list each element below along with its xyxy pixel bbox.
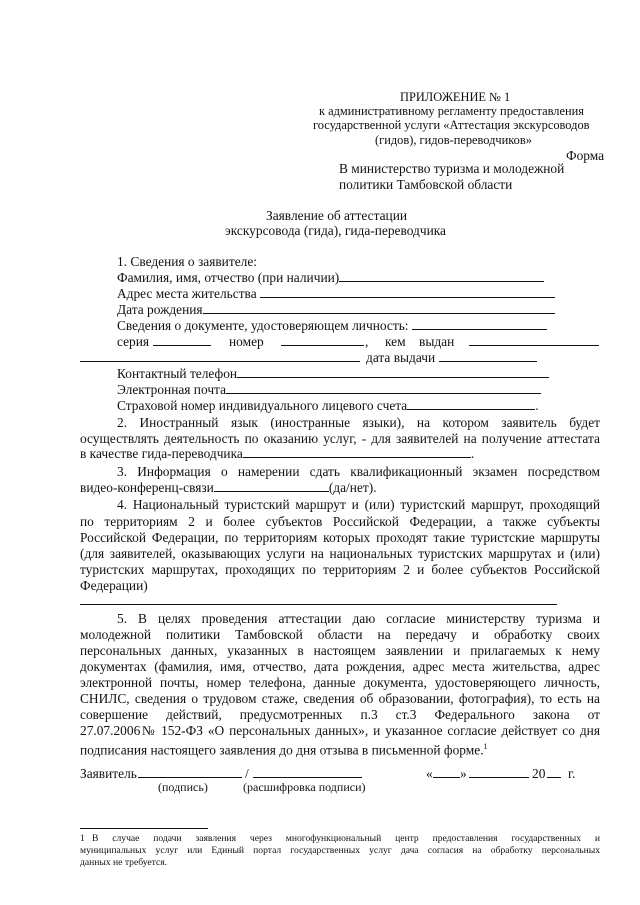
issued-by-field[interactable] [469,334,599,346]
route-field[interactable] [80,604,557,605]
fio-label: Фамилия, имя, отчество (при наличии) [117,270,340,285]
issued-by-label: кем [385,334,406,349]
section5-line-2: молодежной политики Тамбовской области на передачу и обработку своих [80,627,600,642]
appendix-line-1: к административному регламенту предоставления [319,104,584,118]
issue-date-row [366,350,537,365]
section5-line-7: совершение действий, предусмотренных п.3 ст.3 Федерального закона от [80,707,600,722]
address-field[interactable] [260,286,555,298]
footnote-number: 1 [80,833,85,844]
footnote-separator [80,828,208,829]
comma-mark: , [365,334,369,349]
id-document-label: Сведения о документе, удостоверяющем личность: [117,318,409,333]
signature-decode-caption: (расшифровка подписи) [243,780,366,794]
email-label: Электронная почта [117,382,227,397]
footnote-reference: 1 [483,742,488,751]
phone-row [117,366,549,381]
date-day-field[interactable] [433,766,460,778]
section4-line-1: 4. Национальный туристский маршрут и (или) туристский маршрут, проходящий [117,497,600,512]
appendix-line-3: (гидов), гидов-переводчиков» [375,133,532,147]
signature-slash: / [245,766,249,781]
fio-row [117,270,544,285]
section4-line-4: (для заявителей, оказывающих услуги на национальных туристских маршрутах и (или) [80,546,600,561]
section5-line-1: 5. В целях проведения аттестации даю согласие министерству туризма и [117,611,600,626]
section5-line-5: электронной почты, номер телефона, данные документа, удостоверяющего личность, [80,675,600,690]
footnote-line-2: муниципальных услуг или Единый портал государственных услуг дача согласия на обработку персональных [80,845,600,856]
birth-date-label: Дата рождения [117,302,203,317]
issuer-continuation-field[interactable] [80,350,360,362]
section3-line-2: видео-конференц-связи [80,480,214,495]
appendix-line-2: государственной услуги «Аттестация экскурсоводов [313,118,590,132]
document-title-line-1: Заявление об аттестации [266,208,408,223]
snils-row [117,398,539,413]
fio-field[interactable] [339,270,544,282]
section5-line-9: подписания настоящего заявления до дня отзыва в письменной форме. [80,742,484,758]
section2-line-2: осуществлять деятельность по оказанию услуг, - для заявителей на получение аттестата [80,431,600,446]
birth-date-field[interactable] [203,302,555,314]
section5-line-4: документах (фамилия, имя, отчество, дата рождения, адрес места жительства, адрес [80,659,600,674]
email-field[interactable] [226,382,541,394]
series-field[interactable] [153,334,211,346]
document-title-line-2: экскурсовода (гида), гида-переводчика [225,223,447,238]
section1-heading: 1. Сведения о заявителе: [117,254,257,269]
section4-line-3: Российской Федерации, по территориям которых проходят такие туристские маршруты [80,530,600,545]
phone-label: Контактный телефон [117,366,238,381]
birth-date-row [117,302,555,317]
foreign-language-field[interactable] [243,446,471,458]
footnote-line-3: данных не требуется. [80,857,168,868]
foreign-language-row [80,446,474,461]
address-label: Адрес места жительства [117,286,257,301]
section5-line-9-row [80,739,488,757]
series-label: серия [117,334,150,349]
recipient-line-1: В министерство туризма и молодежной [339,161,565,176]
date-month-field[interactable] [469,766,529,778]
section5-line-3: персональных данных, указанных в настоящем заявлении и прилагаемых к нему [80,643,600,658]
section3-yes-no: (да/нет). [328,480,377,495]
issue-date-label: дата выдачи [366,350,436,365]
recipient-line-2: политики Тамбовской области [339,177,513,192]
signature-caption: (подпись) [158,780,208,794]
section4-line-6: Федерации) [80,578,148,593]
email-row [117,382,541,397]
form-label: Форма [566,148,605,163]
signature-decode-field[interactable] [253,766,362,778]
section5-line-6: СНИЛС, сведения о трудовом стаже, сведения об образовании, фотография), то есть на [80,691,600,706]
section5-line-8: 27.07.2006№ 152-ФЗ «О персональных данных», и указанное согласие действует со дня [80,723,600,738]
date-quote-open: « [426,766,433,781]
section2-line-3: в качестве гида-переводчика [80,446,243,461]
date-year-prefix: 20 [532,766,546,781]
section3-line-1: 3. Информация о намерении сдать квалификационный экзамен посредством [117,464,600,479]
section2-line-1: 2. Иностранный язык (иностранные языки), на котором заявитель будет [117,415,600,430]
date-quote-close: » [460,766,467,781]
video-conference-field[interactable] [214,480,329,492]
section4-line-2: по территориям 2 и более субъектов Российской Федерации, а также субъекты [80,514,600,529]
date-year-suffix: г. [568,766,576,781]
number-field[interactable] [281,334,364,346]
issued-label: выдан [419,334,455,349]
issue-date-field[interactable] [439,350,537,362]
footnote-line-1: В случае подачи заявления через многофункциональный центр предоставления государственных и [92,833,600,844]
snils-dot: . [535,398,539,413]
applicant-label: Заявитель [80,766,137,781]
id-document-field[interactable] [412,318,547,330]
section2-dot: . [470,446,475,461]
phone-field[interactable] [237,366,549,378]
address-row [117,286,555,301]
section4-line-5: туристских маршрутах, проходящих по территориям 2 и более субъектов Российской [80,562,600,577]
date-year-field[interactable] [547,766,561,778]
snils-label: Страховой номер индивидуального лицевого счета [117,398,408,413]
appendix-number: ПРИЛОЖЕНИЕ № 1 [400,90,511,104]
signature-field[interactable] [138,766,242,778]
video-conference-row [80,480,377,495]
snils-field[interactable] [407,398,535,410]
id-document-row [117,318,547,333]
number-label: номер [229,334,264,349]
